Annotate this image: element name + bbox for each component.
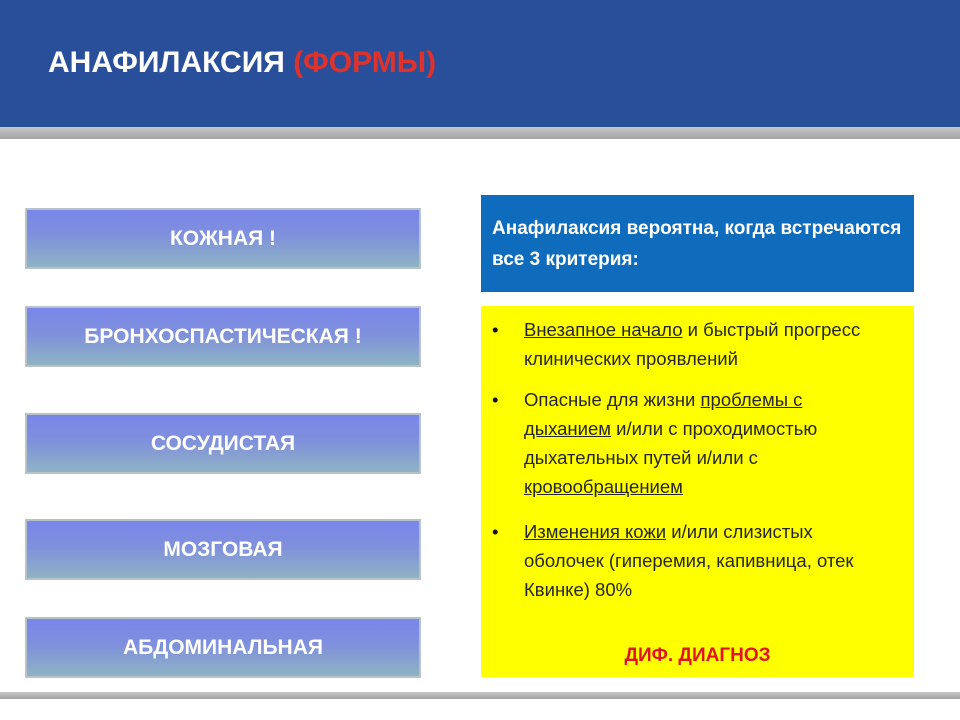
form-label: МОЗГОВАЯ <box>163 537 283 561</box>
criteria-text: и быстрый прогресс клинических проявлений <box>524 319 861 369</box>
page-title-accent: (ФОРМЫ) <box>293 46 437 79</box>
criteria-item-text <box>524 517 894 604</box>
criteria-item-skin-changes <box>481 517 914 604</box>
form-label: СОСУДИСТАЯ <box>150 431 296 455</box>
bullet-icon: • <box>492 521 499 542</box>
criteria-item-life-threatening <box>481 385 914 501</box>
criteria-underlined: Изменения кожи <box>524 521 667 542</box>
criteria-underlined: кровообращением <box>524 476 683 497</box>
criteria-item-sudden-onset <box>481 315 914 373</box>
criteria-item-text <box>524 385 894 501</box>
title-bar <box>0 0 960 127</box>
form-label: КОЖНАЯ ! <box>169 226 277 250</box>
footer-divider <box>0 692 960 699</box>
form-box-abdominal <box>25 617 421 678</box>
page-title <box>48 46 436 80</box>
criteria-panel <box>481 306 914 677</box>
form-label: БРОНХОСПАСТИЧЕСКАЯ ! <box>84 324 362 348</box>
criteria-heading-text: Анафилаксия вероятна, когда встречаются все 3 критерия: <box>492 218 902 270</box>
criteria-heading <box>481 195 914 292</box>
criteria-underlined: проблемы с дыханием <box>524 389 803 439</box>
form-box-cerebral <box>25 519 421 580</box>
criteria-text: и/или с проходимостью дыхательных путей и/или с <box>524 418 818 468</box>
criteria-item-text <box>524 315 894 373</box>
form-box-vascular <box>25 413 421 474</box>
bullet-icon: • <box>492 319 499 340</box>
form-box-skin <box>25 208 421 269</box>
header-divider <box>0 127 960 139</box>
criteria-text: и/или слизистых оболочек (гиперемия, капивница, отек Квинке) 80% <box>524 521 854 600</box>
form-box-bronchospastic <box>25 306 421 367</box>
form-label: АБДОМИНАЛЬНАЯ <box>123 635 323 659</box>
differential-diagnosis-label: ДИФ. ДИАГНОЗ <box>624 645 771 666</box>
criteria-text: Опасные для жизни <box>524 389 701 410</box>
bullet-icon: • <box>492 389 499 410</box>
page-title-main: АНАФИЛАКСИЯ <box>48 46 285 79</box>
criteria-underlined: Внезапное начало <box>524 319 683 340</box>
